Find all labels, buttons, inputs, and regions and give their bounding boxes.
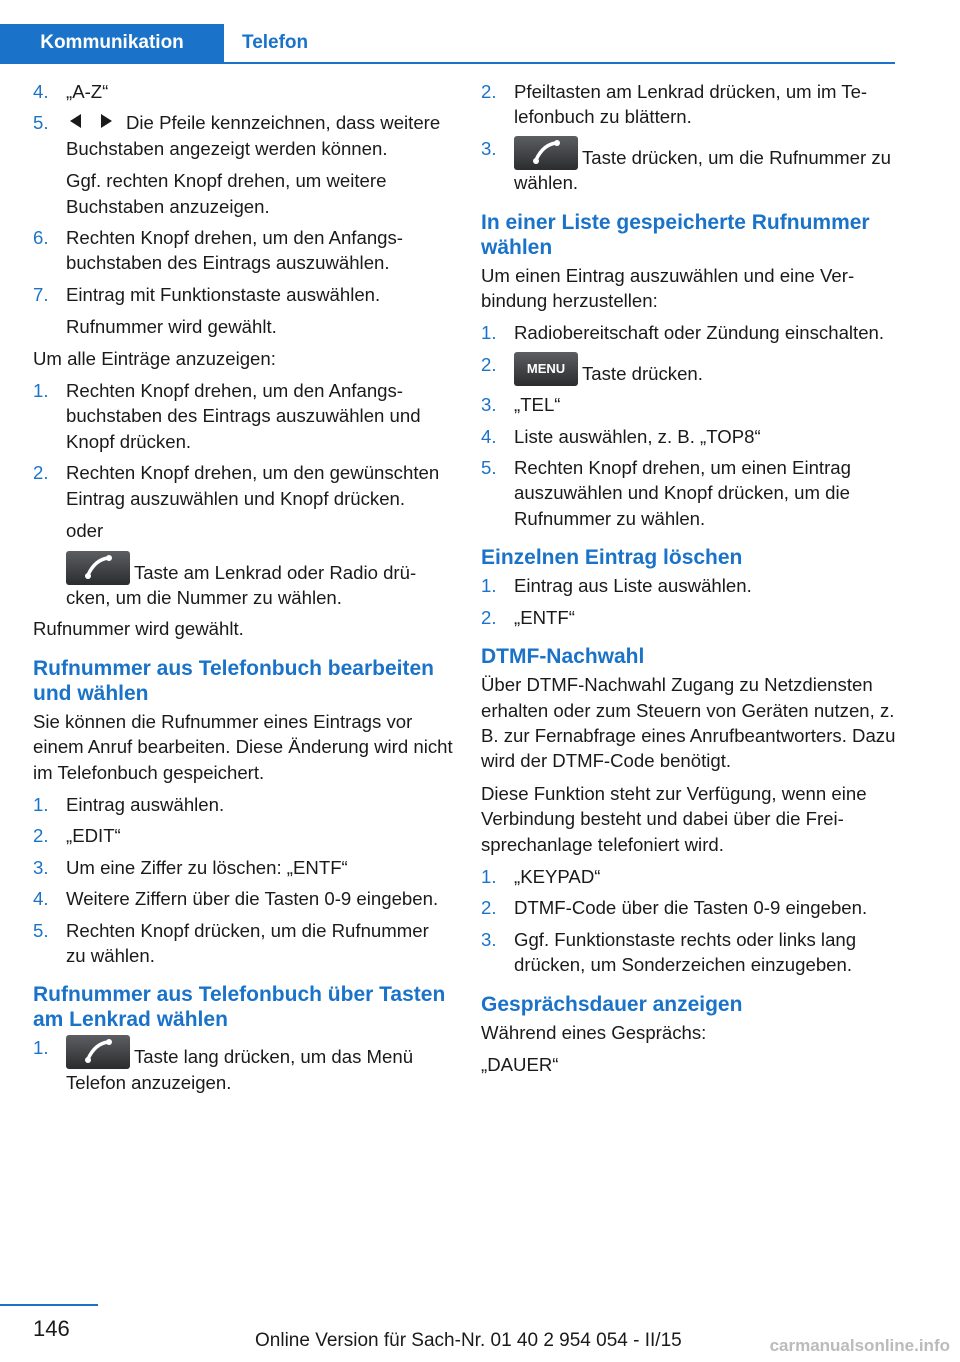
list-text: Um eine Ziffer zu löschen: „ENTF“ bbox=[66, 856, 348, 878]
list-text: Rechten Knopf drehen, um den gewünschten Eintrag auszuwählen und Knopf drücken. bbox=[66, 462, 440, 509]
list-text: „A-Z“ bbox=[66, 81, 109, 102]
paragraph: Rufnummer wird gewählt. bbox=[33, 618, 244, 640]
list-number: 3. bbox=[481, 928, 497, 950]
list-text: „KEYPAD“ bbox=[514, 865, 601, 887]
phone-button-icon bbox=[66, 1035, 130, 1069]
list-number: 2. bbox=[33, 825, 49, 847]
left-column bbox=[33, 79, 453, 1101]
list-text: Pfeiltasten am Lenkrad drücken, um im Telefonbuch zu blättern. bbox=[514, 81, 868, 128]
list-text: Radiobereitschaft oder Zündung einschalten. bbox=[514, 322, 885, 344]
list-number: 6. bbox=[33, 227, 49, 249]
list-item bbox=[33, 918, 453, 969]
list-number: 5. bbox=[481, 457, 497, 479]
list-number: 2. bbox=[481, 606, 497, 628]
list-subtext: Ggf. rechten Knopf drehen, um weitere Buchstaben anzuzeigen. bbox=[66, 170, 387, 217]
paragraph: Sie können die Rufnummer eines Eintrags vor einem Anruf bearbeiten. Diese Änderung wird nicht im Telefonbuch gespeichert. bbox=[33, 710, 453, 783]
list-text: Taste lang drücken, um das Menü Telefon anzuzeigen. bbox=[66, 1046, 414, 1093]
list-number: 5. bbox=[33, 112, 49, 134]
list-text: Eintrag mit Funktionstaste auswählen. bbox=[66, 283, 381, 305]
paragraph: Über DTMF-Nachwahl Zugang zu Netzdiensten erhalten oder zum Steuern von Geräten nutzen, z. B. zur Fernabfrage eines Anrufbeantworters. Dazu wird der DTMF-Code benötigt. bbox=[481, 674, 896, 772]
list-text: „EDIT“ bbox=[66, 825, 121, 847]
arrow-right-icon bbox=[101, 114, 112, 128]
list-number: 1. bbox=[481, 575, 497, 597]
list-number: 7. bbox=[33, 283, 49, 305]
list-item bbox=[481, 895, 901, 920]
watermark: carmanualsonline.info bbox=[769, 1336, 950, 1355]
list-item bbox=[481, 320, 901, 345]
list-number: 2. bbox=[481, 81, 497, 102]
list-item bbox=[33, 823, 453, 848]
list-subtext-oder: oder bbox=[66, 520, 104, 542]
tab-kommunikation[interactable]: Kommunikation bbox=[0, 24, 224, 62]
list-number: 1. bbox=[481, 865, 497, 887]
list-number: 3. bbox=[33, 856, 49, 878]
list-number: 3. bbox=[481, 137, 497, 159]
online-version-text: Online Version für Sach-Nr. 01 40 2 954 054 - II/15 bbox=[255, 1330, 682, 1351]
list-number: 4. bbox=[481, 425, 497, 447]
list-item bbox=[33, 886, 453, 911]
page-number: 146 bbox=[33, 1316, 70, 1341]
list-text: Taste drücken, um die Rufnummer zu wählen. bbox=[514, 146, 891, 194]
list-item bbox=[33, 460, 453, 610]
menu-button-icon: MENU bbox=[514, 352, 578, 386]
section-heading: Rufnummer aus Telefonbuch bearbeiten und wählen bbox=[33, 656, 434, 705]
list-subtext: Taste am Lenkrad oder Radio drücken, um die Nummer zu wählen. bbox=[66, 551, 453, 611]
list-text: Die Pfeile kennzeichnen, dass weitere Buchstaben angezeigt werden können. bbox=[66, 112, 441, 159]
list-number: 4. bbox=[33, 81, 49, 102]
list-text: Rechten Knopf drehen, um einen Eintrag auszuwählen und Knopf drücken, um die Rufnummer zu wählen. bbox=[514, 457, 851, 529]
paragraph: „DAUER“ bbox=[481, 1053, 559, 1075]
list-item bbox=[481, 79, 901, 130]
list-item bbox=[481, 392, 901, 417]
list-item bbox=[33, 792, 453, 817]
list-number: 2. bbox=[481, 353, 497, 375]
list-item bbox=[481, 864, 901, 889]
paragraph: Während eines Gesprächs: bbox=[481, 1021, 707, 1043]
list-text: „ENTF“ bbox=[514, 606, 575, 628]
list-text: Rechten Knopf drehen, um den Anfangsbuchstaben des Eintrags auszuwählen. bbox=[66, 227, 403, 274]
list-number: 1. bbox=[33, 380, 49, 402]
list-text: Rechten Knopf drehen, um den Anfangsbuchstaben des Eintrags auszuwählen und Knopf drücken. bbox=[66, 380, 421, 452]
list-number: 2. bbox=[33, 462, 49, 484]
list-item bbox=[481, 605, 901, 630]
list-text: „TEL“ bbox=[514, 394, 561, 416]
list-item bbox=[481, 573, 901, 598]
tab-telefon[interactable]: Telefon bbox=[242, 32, 309, 53]
list-number: 2. bbox=[481, 897, 497, 919]
list-text: Liste auswählen, z. B. „TOP8“ bbox=[514, 425, 761, 447]
list-item bbox=[33, 378, 453, 454]
list-item bbox=[33, 110, 453, 219]
list-number: 1. bbox=[33, 1037, 49, 1059]
footer-divider bbox=[0, 1304, 98, 1306]
list-text: Eintrag aus Liste auswählen. bbox=[514, 575, 752, 597]
list-item bbox=[33, 225, 453, 276]
list-text: Weitere Ziffern über die Tasten 0-9 eingeben. bbox=[66, 888, 439, 910]
list-number: 3. bbox=[481, 394, 497, 416]
right-column bbox=[481, 79, 901, 1084]
list-text: Ggf. Funktionstaste rechts oder links lang drücken, um Sonderzeichen einzugeben. bbox=[514, 928, 857, 976]
list-text: DTMF-Code über die Tasten 0-9 eingeben. bbox=[514, 897, 868, 919]
list-number: 1. bbox=[33, 793, 49, 815]
list-text: Eintrag auswählen. bbox=[66, 793, 225, 815]
paragraph: Um einen Eintrag auszuwählen und eine Verbindung herzustellen: bbox=[481, 264, 855, 312]
section-heading: DTMF-Nachwahl bbox=[481, 645, 645, 669]
list-item bbox=[481, 136, 901, 196]
list-item bbox=[481, 352, 901, 386]
list-subtext: Rufnummer wird gewählt. bbox=[66, 316, 277, 338]
list-item bbox=[481, 455, 901, 531]
list-item bbox=[33, 855, 453, 880]
section-heading: Gesprächsdauer anzeigen bbox=[481, 992, 743, 1016]
section-heading: In einer Liste gespeicherte Rufnummer wählen bbox=[481, 210, 870, 259]
list-item bbox=[33, 79, 453, 104]
phone-button-icon bbox=[66, 551, 130, 585]
list-text: Rechten Knopf drücken, um die Rufnummer zu wählen. bbox=[66, 919, 429, 966]
section-heading: Rufnummer aus Telefonbuch über Tasten am Lenkrad wählen bbox=[33, 983, 446, 1032]
list-item bbox=[481, 424, 901, 449]
list-item bbox=[33, 282, 453, 340]
arrow-left-icon bbox=[70, 114, 81, 128]
list-number: 5. bbox=[33, 919, 49, 941]
list-item bbox=[481, 927, 901, 978]
list-text: Taste drücken. bbox=[582, 362, 703, 384]
list-number: 1. bbox=[481, 322, 497, 344]
paragraph: Diese Funktion steht zur Verfügung, wenn eine Verbindung besteht und dabei über die Freisprechanlage telefoniert wird. bbox=[481, 782, 867, 855]
list-item bbox=[33, 1035, 453, 1095]
list-number: 4. bbox=[33, 888, 49, 910]
section-heading: Einzelnen Eintrag löschen bbox=[481, 546, 743, 570]
phone-button-icon bbox=[514, 136, 578, 170]
paragraph: Um alle Einträge anzuzeigen: bbox=[33, 347, 276, 369]
page-header bbox=[0, 24, 895, 64]
